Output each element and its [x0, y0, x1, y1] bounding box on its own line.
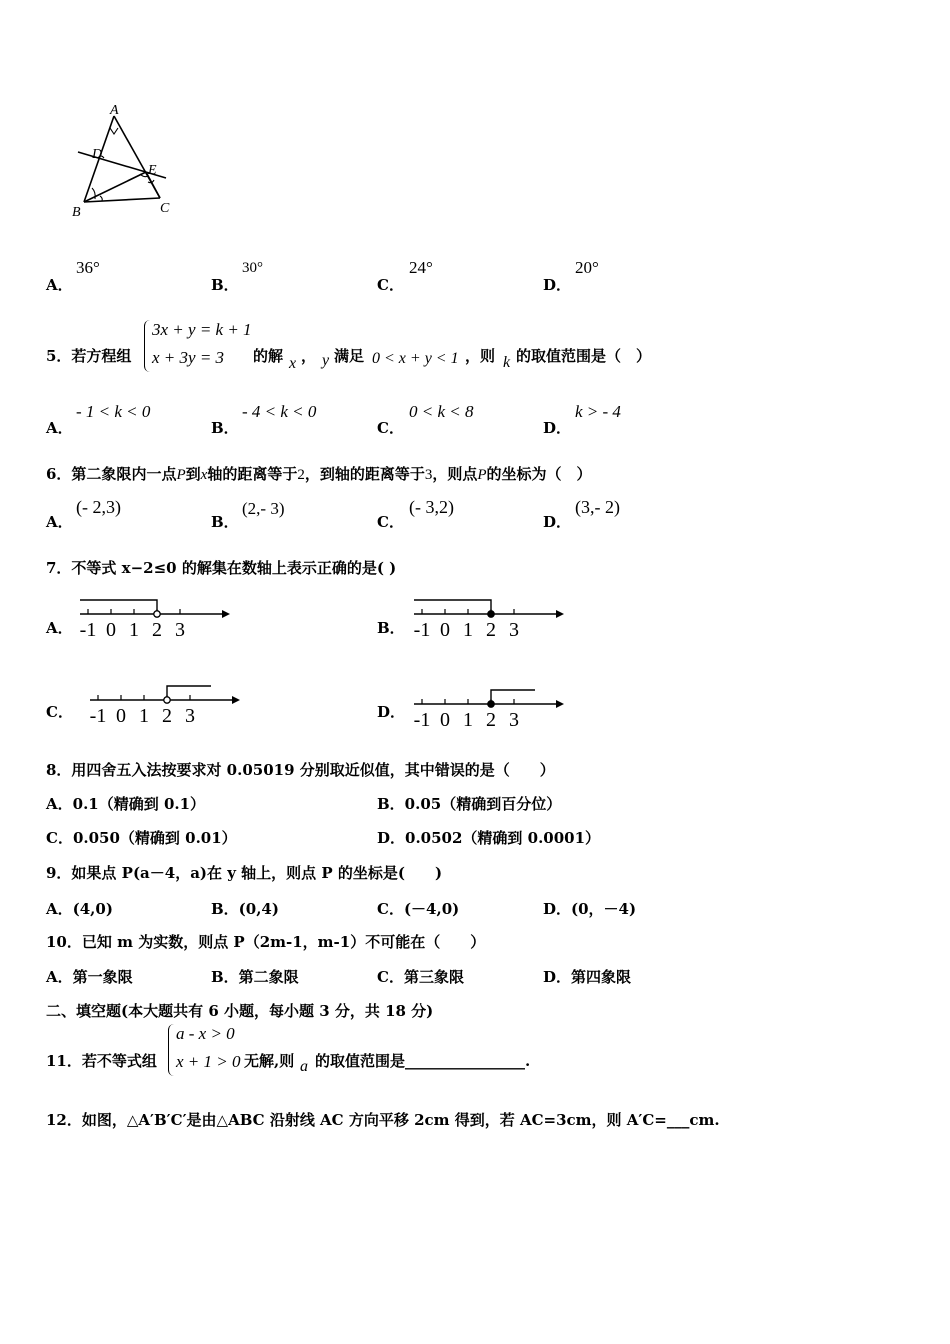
q6-option-d-letter: D．: [543, 513, 572, 531]
label-c: C: [160, 201, 170, 216]
axis-arrow: [232, 696, 240, 704]
q9-question: 9．如果点 P(a－4，a)在 y 轴上，则点 P 的坐标是( ): [46, 864, 443, 882]
tick-label: 2: [162, 705, 172, 727]
q6-option-b-letter: B．: [211, 513, 239, 531]
open-endpoint: [164, 697, 170, 703]
q8-option-a: A．0.1（精确到 0.1）: [46, 795, 206, 813]
q6-part1: 6．第二象限内一点: [46, 465, 177, 483]
tick-label: 3: [185, 705, 195, 727]
q6-part3: 轴的距离等于: [207, 465, 298, 483]
q6-var-p2: P: [477, 467, 487, 483]
tick-label: -1: [89, 705, 107, 727]
q5-option-a-value: - 1 < k < 0: [76, 402, 151, 421]
tick-label: 3: [509, 709, 519, 731]
tick-label: 0: [106, 619, 116, 641]
axis-arrow: [556, 610, 564, 618]
axis-arrow: [556, 700, 564, 708]
q4-option-b-letter: B．: [211, 276, 239, 294]
tick-label: 1: [463, 709, 473, 731]
tick-label: 1: [139, 705, 149, 727]
q5-condition: 0 < x + y < 1: [372, 350, 459, 367]
q9-option-d: D．(0，－4): [543, 900, 637, 918]
q11-mid: 无解,则: [244, 1052, 295, 1070]
q4-option-d-letter: D．: [543, 276, 572, 294]
q5-comma: ，: [301, 347, 317, 365]
q11-suffix: 的取值范围是________________.: [315, 1052, 531, 1070]
q4-option-c-letter: C．: [377, 276, 404, 294]
tick-label: 1: [129, 619, 139, 641]
q5-option-b-letter: B．: [211, 419, 239, 437]
tick-label: 0: [440, 709, 450, 731]
tick-label: -1: [79, 619, 97, 641]
closed-endpoint: [488, 611, 494, 617]
q5-option-d-letter: D．: [543, 419, 572, 437]
q5-suffix: 的取值范围是（ ）: [516, 347, 652, 365]
q7-option-b-numberline: [410, 590, 570, 646]
q6-option-a-value: (- 2,3): [76, 497, 121, 517]
solution-bracket: [80, 600, 157, 614]
q7-option-b-letter: B．: [377, 619, 405, 637]
tick-label: 1: [463, 619, 473, 641]
q5-mid1: 的解: [253, 347, 284, 365]
tick-label: 2: [152, 619, 162, 641]
q8-option-c: C．0.050（精确到 0.01）: [46, 829, 237, 847]
q11-var-a: a: [300, 1058, 308, 1075]
tick-label: 3: [175, 619, 185, 641]
q5-eq2: x + 3y = 3: [152, 348, 225, 367]
q7-question: 7．不等式 x−2≤0 的解集在数轴上表示正确的是( ): [46, 559, 397, 577]
triangle-figure: [68, 104, 188, 222]
q5-option-a-letter: A．: [46, 419, 73, 437]
q6-three: 3: [424, 467, 433, 483]
q10-option-d: D．第四象限: [543, 968, 632, 986]
q11-eq1: a - x > 0: [176, 1024, 235, 1043]
q7-option-a-numberline: [76, 590, 236, 646]
q6-two: 2: [297, 467, 305, 483]
tick-label: 2: [486, 619, 496, 641]
q6-var-p: P: [176, 467, 186, 483]
solution-bracket: [167, 686, 211, 700]
label-d: D: [92, 147, 103, 162]
tick-label: 2: [486, 709, 496, 731]
q5-var-y: y: [322, 352, 330, 369]
q10-option-b: B．第二象限: [211, 968, 299, 986]
label-b: B: [72, 205, 81, 220]
q6-part2: 到: [185, 465, 201, 483]
q6-var-x: x: [200, 467, 208, 483]
q6-question: [46, 463, 592, 484]
q6-part5: ，则点: [432, 465, 478, 483]
q5-brace: [144, 320, 151, 372]
tick-label: 0: [440, 619, 450, 641]
q9-option-b: B．(0,4): [211, 900, 279, 918]
q9-option-a: A．(4,0): [46, 900, 113, 918]
solution-bracket: [414, 600, 491, 614]
q6-option-c-letter: C．: [377, 513, 404, 531]
q4-option-b-value: 30°: [242, 260, 263, 276]
tick-label: 3: [509, 619, 519, 641]
q10-question: 10．已知 m 为实数，则点 P（2m-1，m-1）不可能在（ ）: [46, 933, 486, 951]
q5-var-k: k: [503, 354, 511, 371]
tick-label: 0: [116, 705, 126, 727]
q11-eq2: x + 1 > 0: [176, 1052, 241, 1071]
q5-eq1: 3x + y = k + 1: [152, 320, 252, 339]
q6-part4: ，到轴的距离等于: [304, 465, 425, 483]
q12-question: 12．如图，△A′B′C′是由△ABC 沿射线 AC 方向平移 2cm 得到，若 AC=3cm，则 A′C=___cm.: [46, 1111, 720, 1129]
q6-option-c-value: (- 3,2): [409, 497, 454, 517]
section2-title: 二、填空题(本大题共有 6 小题，每小题 3 分，共 18 分): [46, 1002, 434, 1020]
label-e: E: [148, 163, 157, 178]
solution-bracket: [491, 690, 535, 704]
q6-part6: 的坐标为（ ）: [486, 465, 592, 483]
tick-label: -1: [413, 709, 431, 731]
q5-option-b-value: - 4 < k < 0: [242, 402, 317, 421]
q7-option-a-letter: A．: [46, 619, 73, 637]
q5-prefix: 5．若方程组: [46, 347, 132, 365]
q4-option-a-value: 36°: [76, 258, 100, 277]
q5-option-c-value: 0 < k < 8: [409, 402, 474, 421]
q7-option-c-letter: C．: [46, 703, 73, 721]
q6-option-d-value: (3,- 2): [575, 497, 620, 517]
q10-option-a: A．第一象限: [46, 968, 133, 986]
q6-option-a-letter: A．: [46, 513, 73, 531]
q5-var-x: x: [289, 355, 297, 372]
q4-option-a-letter: A．: [46, 276, 73, 294]
label-a: A: [110, 104, 119, 118]
axis-arrow: [222, 610, 230, 618]
tick-label: -1: [413, 619, 431, 641]
q5-mid3: ，则: [465, 347, 496, 365]
q6-option-b-value: (2,- 3): [242, 499, 285, 518]
q7-option-d-numberline: [410, 680, 570, 736]
q5-option-d-value: k > - 4: [575, 402, 621, 421]
q8-option-d: D．0.0502（精确到 0.0001）: [377, 829, 601, 847]
q10-option-c: C．第三象限: [377, 968, 464, 986]
q11-prefix: 11．若不等式组: [46, 1052, 157, 1070]
q5-mid2: 满足: [334, 347, 365, 365]
q7-option-c-numberline: [86, 676, 246, 732]
q4-option-c-value: 24°: [409, 258, 433, 277]
q8-option-b: B．0.05（精确到百分位）: [377, 795, 562, 813]
q7-option-d-letter: D．: [377, 703, 406, 721]
open-endpoint: [154, 611, 160, 617]
q9-option-c: C．(－4,0): [377, 900, 460, 918]
q8-question: 8．用四舍五入法按要求对 0.05019 分别取近似值，其中错误的是（ ）: [46, 761, 555, 779]
closed-endpoint: [488, 701, 494, 707]
q4-option-d-value: 20°: [575, 258, 599, 277]
q11-brace: [168, 1024, 175, 1076]
q5-option-c-letter: C．: [377, 419, 404, 437]
